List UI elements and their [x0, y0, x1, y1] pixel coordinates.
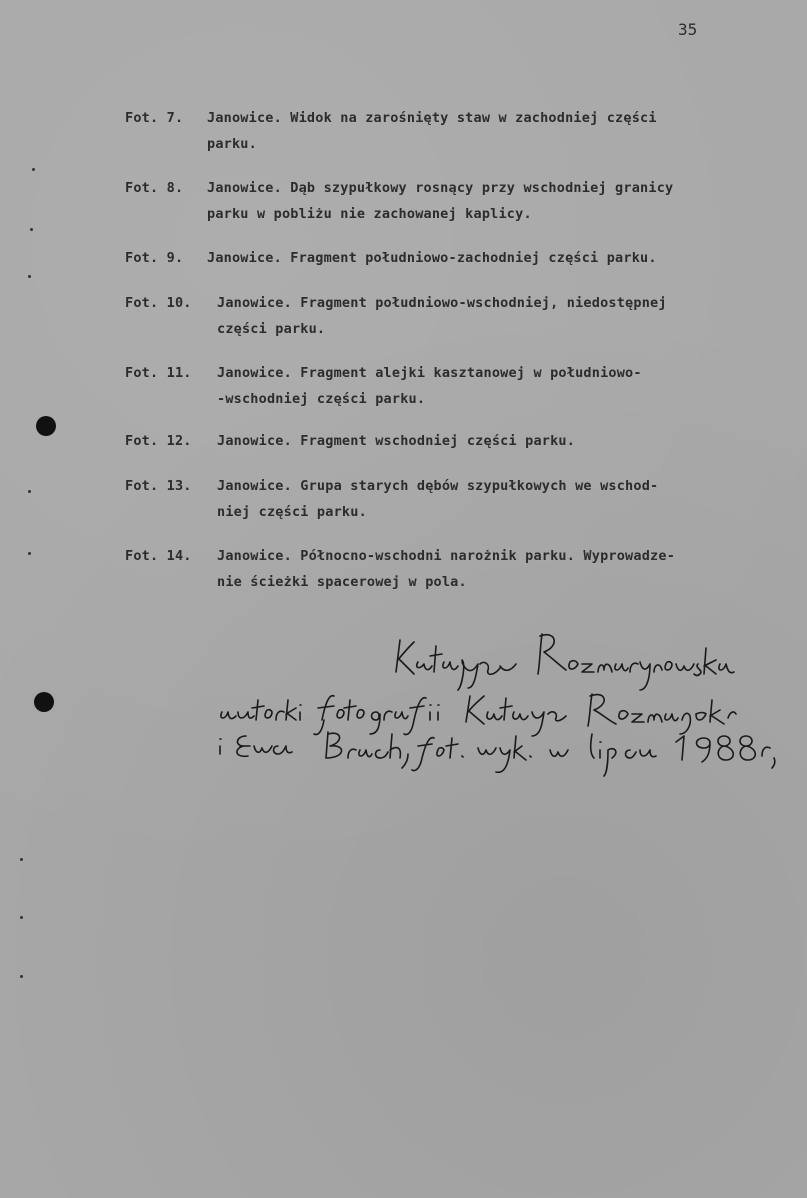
caption-fot-9 [125, 245, 657, 271]
scan-speck [20, 975, 23, 978]
caption-fot-10 [125, 290, 667, 342]
scan-speck [28, 275, 31, 278]
scan-speck [28, 490, 31, 493]
caption-fot-11 [125, 360, 642, 412]
page-number: 35 [678, 20, 698, 39]
caption-label: Fot. 12. [125, 433, 192, 449]
scan-speck [30, 228, 33, 231]
caption-label: Fot. 11. [125, 365, 192, 381]
caption-line: Janowice. Dąb szypułkowy rosnący przy wschodniej granicy [207, 180, 674, 196]
caption-label: Fot. 14. [125, 548, 192, 564]
caption-fot-12 [125, 428, 575, 454]
caption-line: Janowice. Fragment południowo-wschodniej, niedostępnej [217, 295, 667, 311]
caption-line: części parku. [217, 321, 326, 337]
caption-fot-7 [125, 105, 657, 157]
caption-line: Janowice. Fragment wschodniej części parku. [217, 433, 576, 449]
caption-label: Fot. 8. [125, 180, 184, 196]
caption-line: Janowice. Fragment alejki kasztanowej w południowo- [217, 365, 642, 381]
caption-fot-14 [125, 543, 675, 595]
caption-label: Fot. 7. [125, 110, 184, 126]
scan-speck [20, 916, 23, 919]
caption-line: -wschodniej części parku. [217, 391, 426, 407]
caption-line: niej części parku. [217, 504, 367, 520]
caption-label: Fot. 10. [125, 295, 192, 311]
caption-line: Janowice. Północno-wschodni narożnik parku. Wyprowadze- [217, 548, 676, 564]
caption-line: nie ścieżki spacerowej w pola. [217, 574, 467, 590]
scan-speck [28, 552, 31, 555]
scan-speck [20, 858, 23, 861]
caption-line: parku w pobliżu nie zachowanej kaplicy. [207, 206, 532, 222]
caption-line: Janowice. Widok na zarośnięty staw w zachodniej części [207, 110, 657, 126]
binder-hole [36, 416, 56, 436]
caption-line: Janowice. Grupa starych dębów szypułkowych we wschod- [217, 478, 659, 494]
caption-line: parku. [207, 136, 257, 152]
binder-hole [34, 692, 54, 712]
caption-label: Fot. 9. [125, 250, 184, 266]
caption-fot-13 [125, 473, 658, 525]
caption-line: Janowice. Fragment południowo-zachodniej części parku. [207, 250, 657, 266]
caption-fot-8 [125, 175, 673, 227]
scan-speck [32, 168, 35, 171]
caption-label: Fot. 13. [125, 478, 192, 494]
